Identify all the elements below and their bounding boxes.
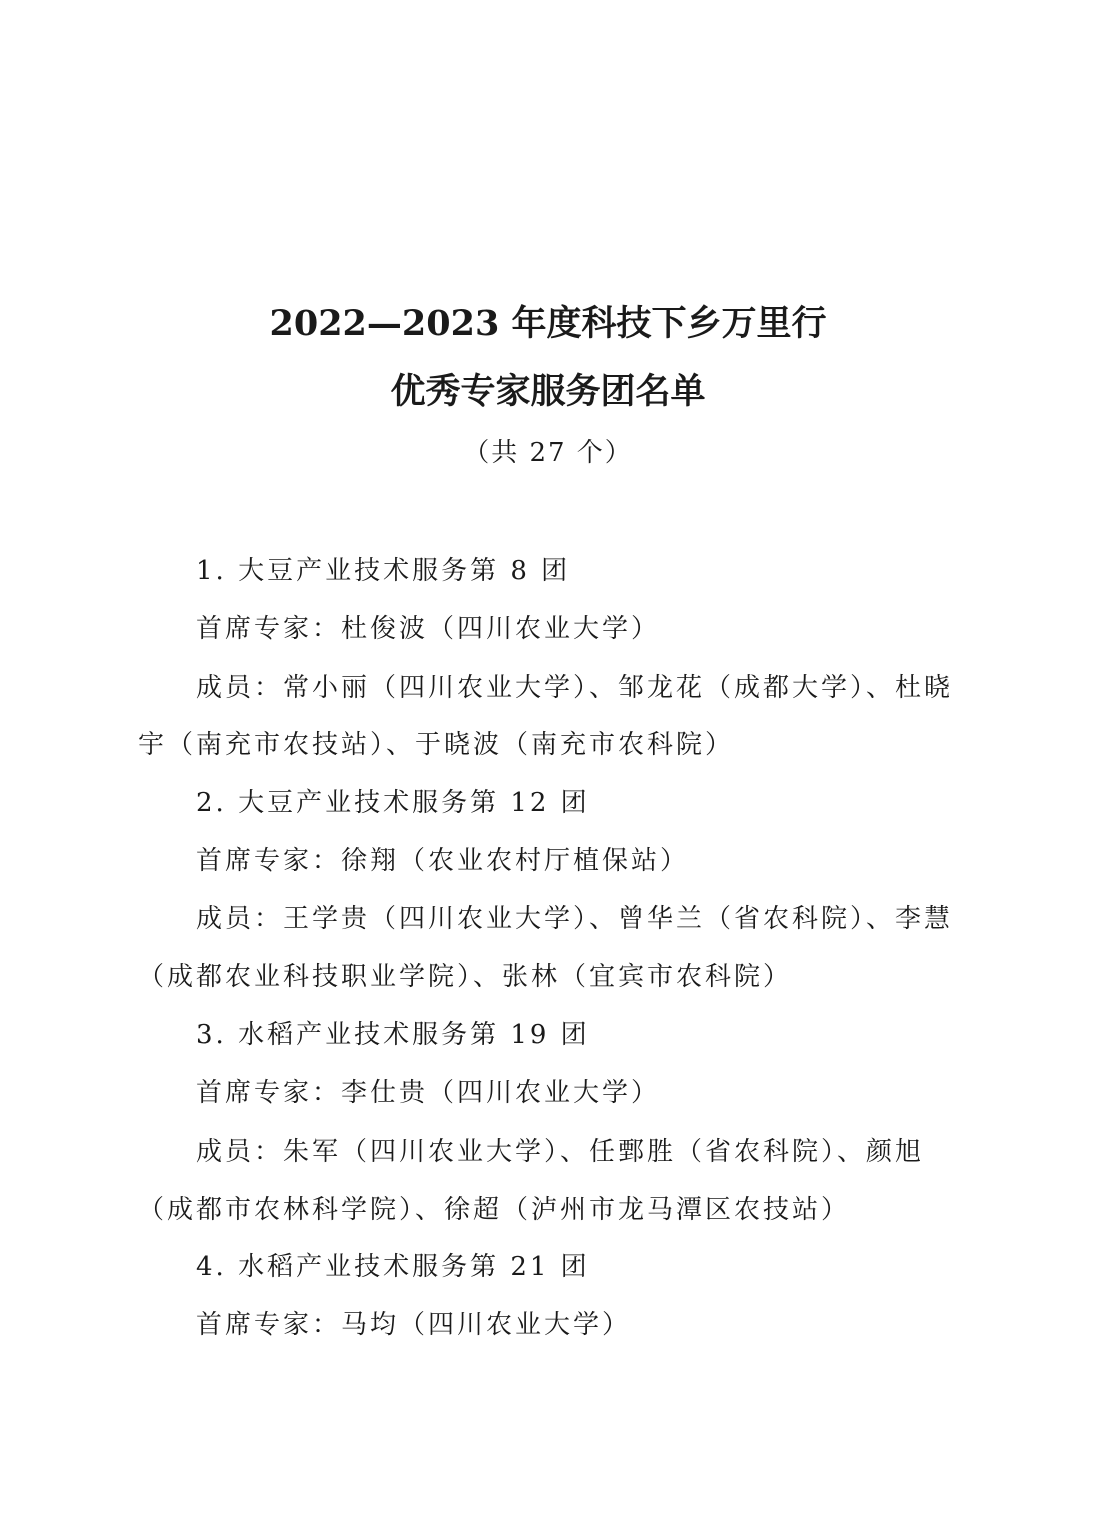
team-count: （共 27 个） bbox=[463, 438, 633, 468]
document-title-line-1: 2022—2023 年度科技下乡万里行 bbox=[269, 303, 827, 344]
team-3-chief-expert: 首席专家：李仕贵（四川农业大学） bbox=[196, 1078, 661, 1108]
document-title-line-2: 优秀专家服务团名单 bbox=[390, 371, 706, 412]
team-3-heading: 3. 水稻产业技术服务第 19 团 bbox=[196, 1020, 590, 1050]
team-2-heading: 2. 大豆产业技术服务第 12 团 bbox=[196, 788, 590, 818]
team-1-members-line-2: 宇（南充市农技站）、于晓波（南充市农科院） bbox=[138, 730, 735, 760]
team-2-members-line-1: 成员：王学贵（四川农业大学）、曾华兰（省农科院）、李慧 bbox=[196, 904, 954, 934]
team-3-members-line-2: （成都市农林科学院）、徐超（泸州市龙马潭区农技站） bbox=[138, 1195, 851, 1225]
team-2-chief-expert: 首席专家：徐翔（农业农村厅植保站） bbox=[196, 846, 690, 876]
team-4-chief-expert: 首席专家：马均（四川农业大学） bbox=[196, 1310, 632, 1340]
team-1-chief-expert: 首席专家：杜俊波（四川农业大学） bbox=[196, 614, 661, 644]
team-3-members-line-1: 成员：朱军（四川农业大学）、任鄄胜（省农科院）、颜旭 bbox=[196, 1137, 925, 1167]
team-1-heading: 1. 大豆产业技术服务第 8 团 bbox=[196, 556, 571, 586]
team-1-members-line-1: 成员：常小丽（四川农业大学）、邹龙花（成都大学）、杜晓 bbox=[196, 673, 954, 703]
team-2-members-line-2: （成都农业科技职业学院）、张林（宜宾市农科院） bbox=[138, 962, 793, 992]
team-4-heading: 4. 水稻产业技术服务第 21 团 bbox=[196, 1252, 590, 1282]
